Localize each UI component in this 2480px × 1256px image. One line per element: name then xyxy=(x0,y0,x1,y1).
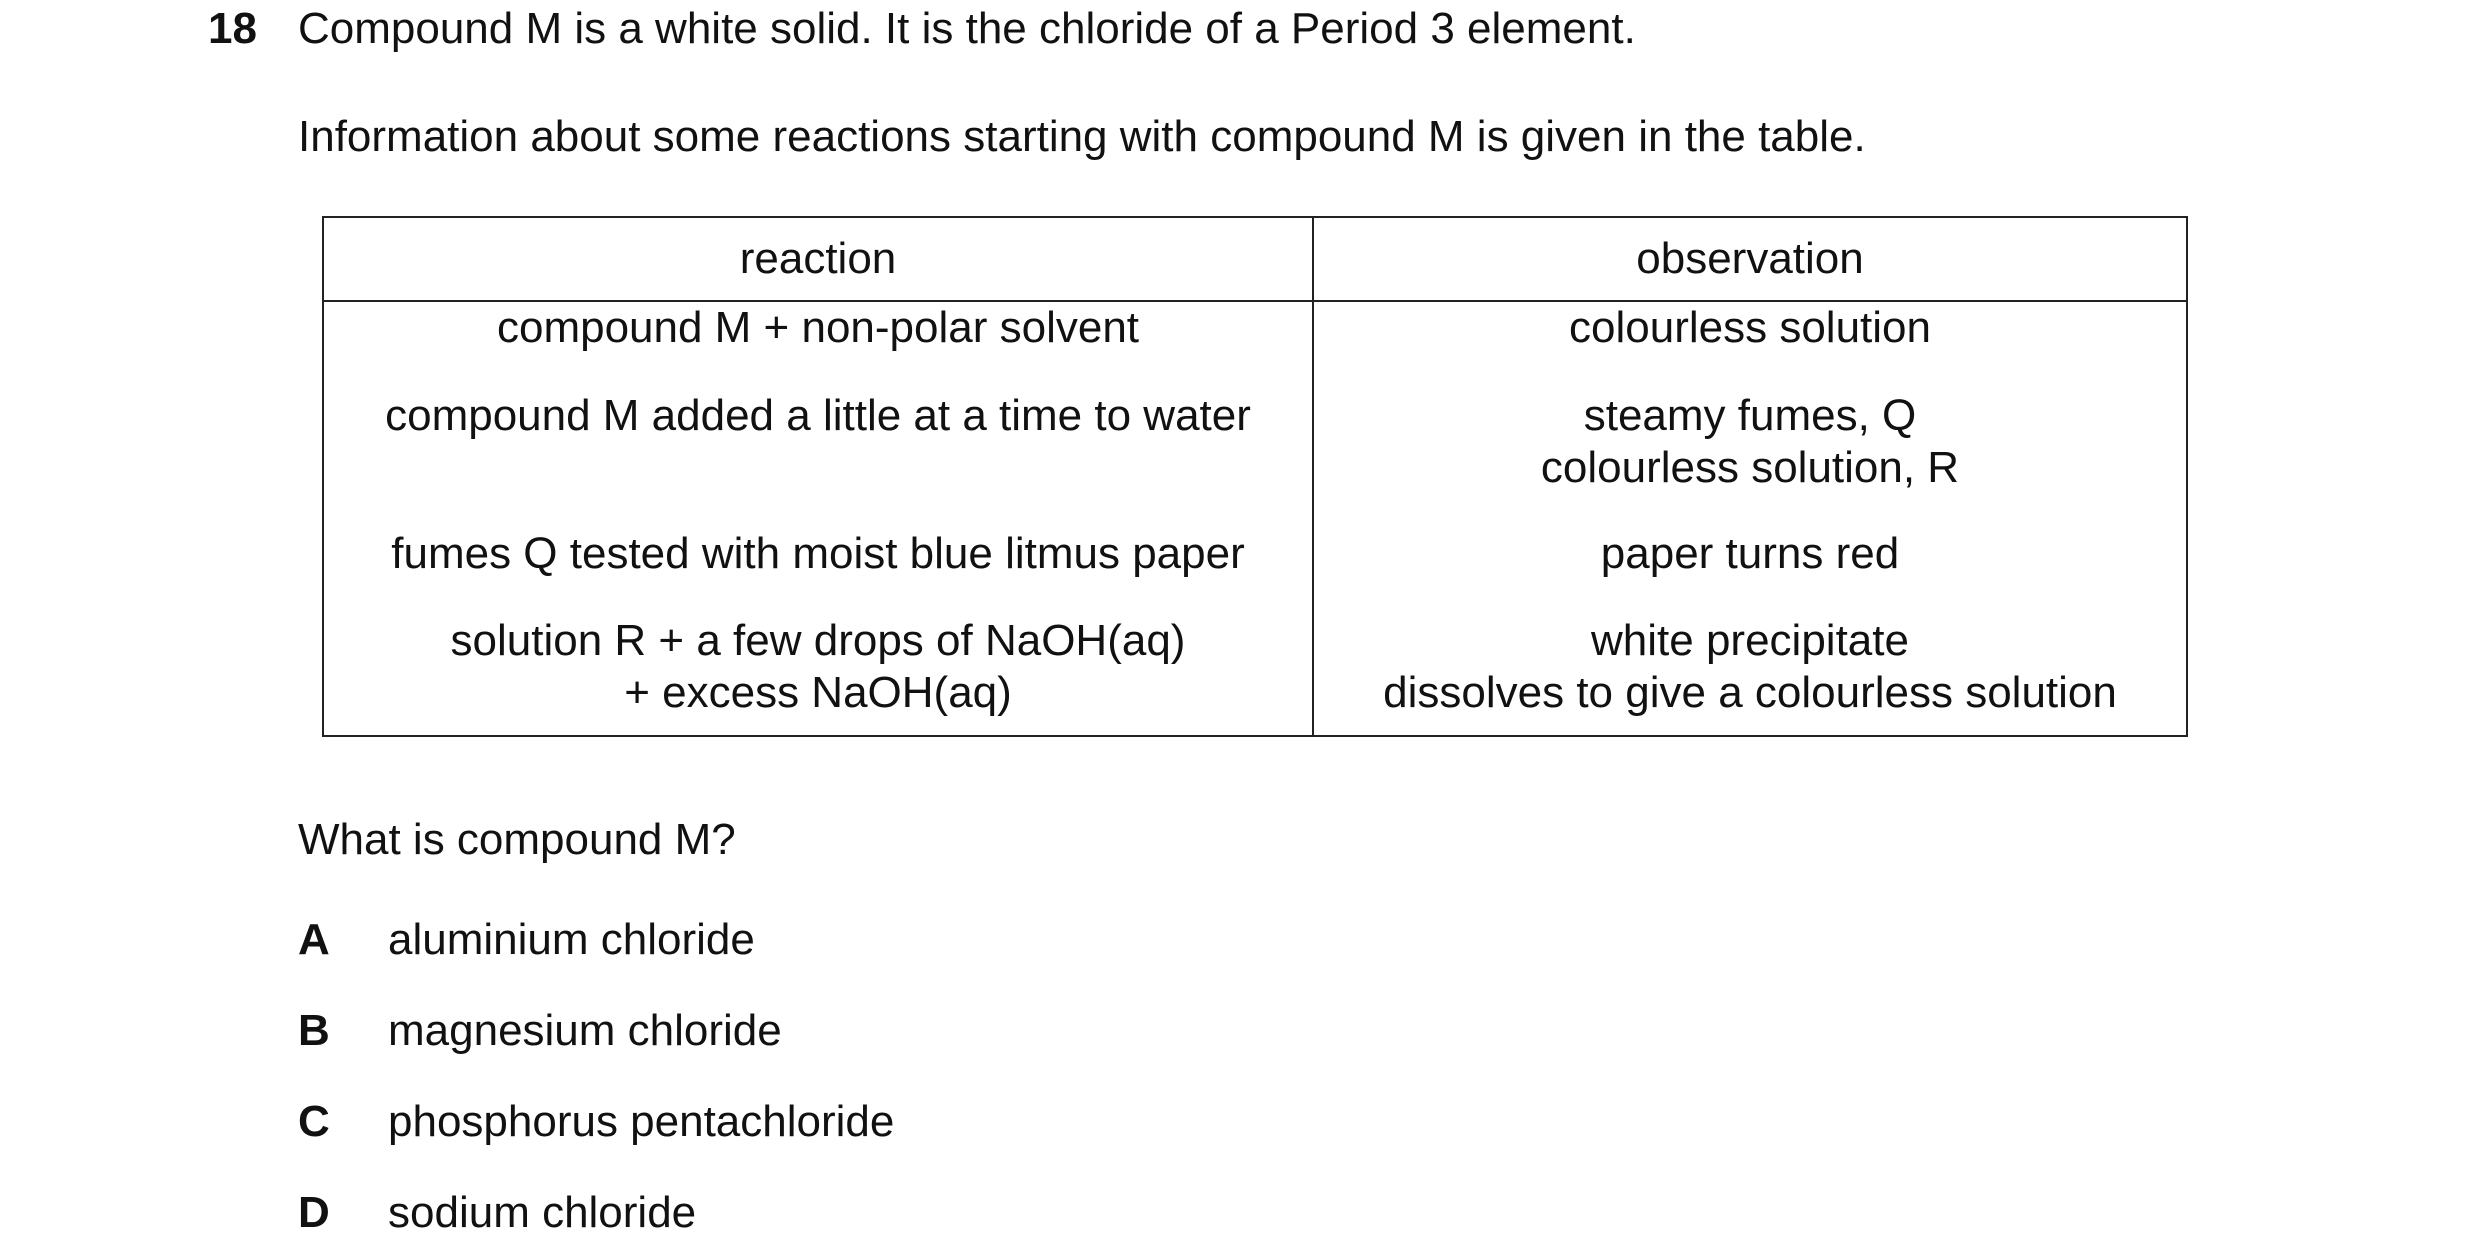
option-text: magnesium chloride xyxy=(388,1006,782,1055)
observation-cell xyxy=(1313,615,2187,736)
observation-cell xyxy=(1313,301,2187,390)
table-intro: Information about some reactions starting with compound M is given in the table. xyxy=(298,112,1866,161)
reaction-text: solution R + a few drops of NaOH(aq) xyxy=(450,616,1186,665)
option-a[interactable] xyxy=(298,913,755,967)
option-d[interactable] xyxy=(298,1186,696,1240)
observation-text: white precipitate xyxy=(1591,616,1909,665)
table-header-row xyxy=(323,217,2187,301)
option-text: aluminium chloride xyxy=(388,915,755,964)
observation-text: colourless solution xyxy=(1569,303,1931,352)
option-letter: D xyxy=(298,1188,330,1237)
option-text: phosphorus pentachloride xyxy=(388,1097,895,1146)
table-row xyxy=(323,528,2187,615)
reactions-table xyxy=(322,216,2188,737)
reaction-text: fumes Q tested with moist blue litmus paper xyxy=(391,529,1245,578)
table-row xyxy=(323,615,2187,736)
reaction-cell xyxy=(323,528,1313,615)
header-reaction: reaction xyxy=(323,217,1313,301)
option-b[interactable] xyxy=(298,1004,782,1058)
observation-text: steamy fumes, Q xyxy=(1583,391,1917,440)
table-row xyxy=(323,301,2187,390)
reaction-cell xyxy=(323,301,1313,390)
header-observation: observation xyxy=(1313,217,2187,301)
observation-cell xyxy=(1313,390,2187,528)
reaction-text: compound M + non-polar solvent xyxy=(496,303,1140,352)
option-text: sodium chloride xyxy=(388,1188,697,1237)
option-letter: B xyxy=(298,1006,330,1055)
option-letter: C xyxy=(298,1097,330,1146)
reaction-text: + excess NaOH(aq) xyxy=(624,668,1012,717)
reaction-cell xyxy=(323,390,1313,528)
observation-text: colourless solution, R xyxy=(1540,443,1960,492)
question-stem: Compound M is a white solid. It is the chloride of a Period 3 element. xyxy=(298,4,1636,53)
question-prompt: What is compound M? xyxy=(298,815,736,864)
reaction-text: compound M added a little at a time to water xyxy=(385,391,1251,440)
observation-text: paper turns red xyxy=(1600,529,1900,578)
observation-text: dissolves to give a colourless solution xyxy=(1383,668,2117,717)
option-letter: A xyxy=(298,915,330,964)
reaction-cell xyxy=(323,615,1313,736)
observation-cell xyxy=(1313,528,2187,615)
option-c[interactable] xyxy=(298,1095,894,1149)
table-row xyxy=(323,390,2187,528)
question-number: 18 xyxy=(208,4,257,53)
